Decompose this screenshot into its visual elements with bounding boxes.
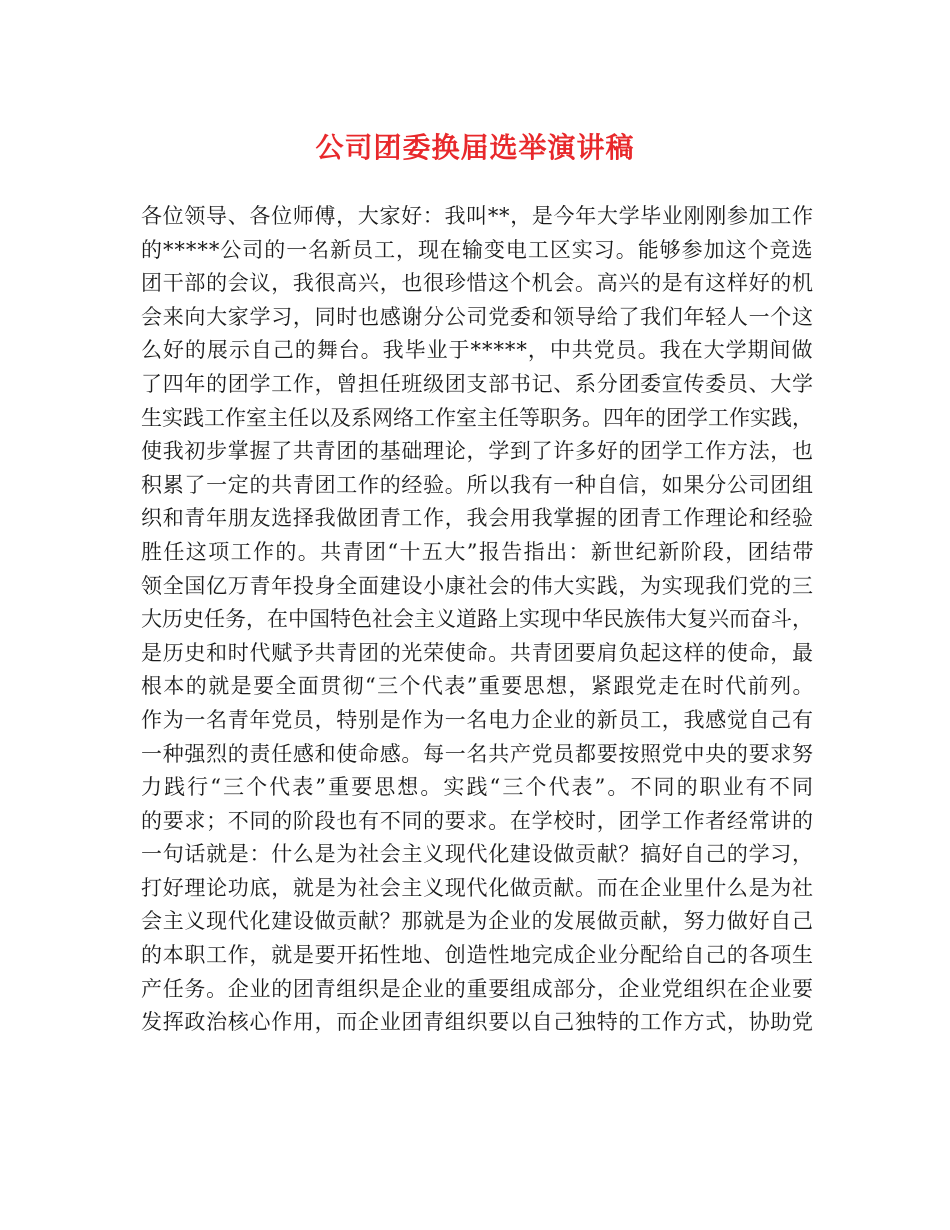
body-line: 积累了一定的共青团工作的经验。所以我有一种自信，如果分公司团组 [141, 472, 814, 497]
body-line: 的本职工作，就是要开拓性地、创造性地完成企业分配给自己的各项生 [141, 943, 814, 968]
body-line: 是历史和时代赋予共青团的光荣使命。共青团要肩负起这样的使命，最 [141, 640, 814, 665]
body-line: 大历史任务，在中国特色社会主义道路上实现中华民族伟大复兴而奋斗， [141, 607, 813, 632]
body-line: 一句话就是：什么是为社会主义现代化建设做贡献？搞好自己的学习， [141, 842, 814, 867]
body-line: 生实践工作室主任以及系网络工作室主任等职务。四年的团学工作实践， [141, 405, 813, 430]
body-line: 胜任这项工作的。共青团“十五大”报告指出：新世纪新阶段，团结带 [141, 539, 815, 564]
body-line: 根本的就是要全面贯彻“三个代表”重要思想，紧跟党走在时代前列。 [141, 674, 815, 699]
document-body [141, 200, 816, 1040]
body-line: 领全国亿万青年投身全面建设小康社会的伟大实践，为实现我们党的三 [141, 573, 814, 598]
body-line: 作为一名青年党员，特别是作为一名电力企业的新员工，我感觉自己有 [141, 707, 814, 732]
body-line: 打好理论功底，就是为社会主义现代化做贡献。而在企业里什么是为社 [141, 875, 814, 900]
body-line: 织和青年朋友选择我做团青工作，我会用我掌握的团青工作理论和经验 [141, 506, 814, 531]
body-line: 一种强烈的责任感和使命感。每一名共产党员都要按照党中央的要求努 [141, 741, 814, 766]
body-line: 各位领导、各位师傅，大家好：我叫**，是今年大学毕业刚刚参加工作 [141, 204, 814, 228]
body-line: 团干部的会议，我很高兴，也很珍惜这个机会。高兴的是有这样好的机 [141, 271, 814, 296]
document-title: 公司团委换届选举演讲稿 [315, 131, 635, 164]
body-line: 了四年的团学工作，曾担任班级团支部书记、系分团委宣传委员、大学 [141, 371, 814, 396]
body-line: 力践行“三个代表”重要思想。实践“三个代表”。不同的职业有不同 [141, 775, 816, 800]
body-line: 会主义现代化建设做贡献？那就是为企业的发展做贡献，努力做好自己 [141, 909, 814, 934]
body-line: 产任务。企业的团青组织是企业的重要组成部分，企业党组织在企业要 [141, 976, 814, 1001]
body-line: 使我初步掌握了共青团的基础理论，学到了许多好的团学工作方法，也 [141, 439, 814, 464]
body-line: 的要求；不同的阶段也有不同的要求。在学校时，团学工作者经常讲的 [141, 808, 814, 833]
body-line: 的*****公司的一名新员工，现在输变电工区实习。能够参加这个竞选 [141, 237, 814, 262]
body-line: 么好的展示自己的舞台。我毕业于*****，中共党员。我在大学期间做 [141, 338, 814, 363]
body-line: 会来向大家学习，同时也感谢分公司党委和领导给了我们年轻人一个这 [141, 304, 814, 329]
body-line: 发挥政治核心作用，而企业团青组织要以自己独特的工作方式，协助党 [141, 1010, 814, 1035]
